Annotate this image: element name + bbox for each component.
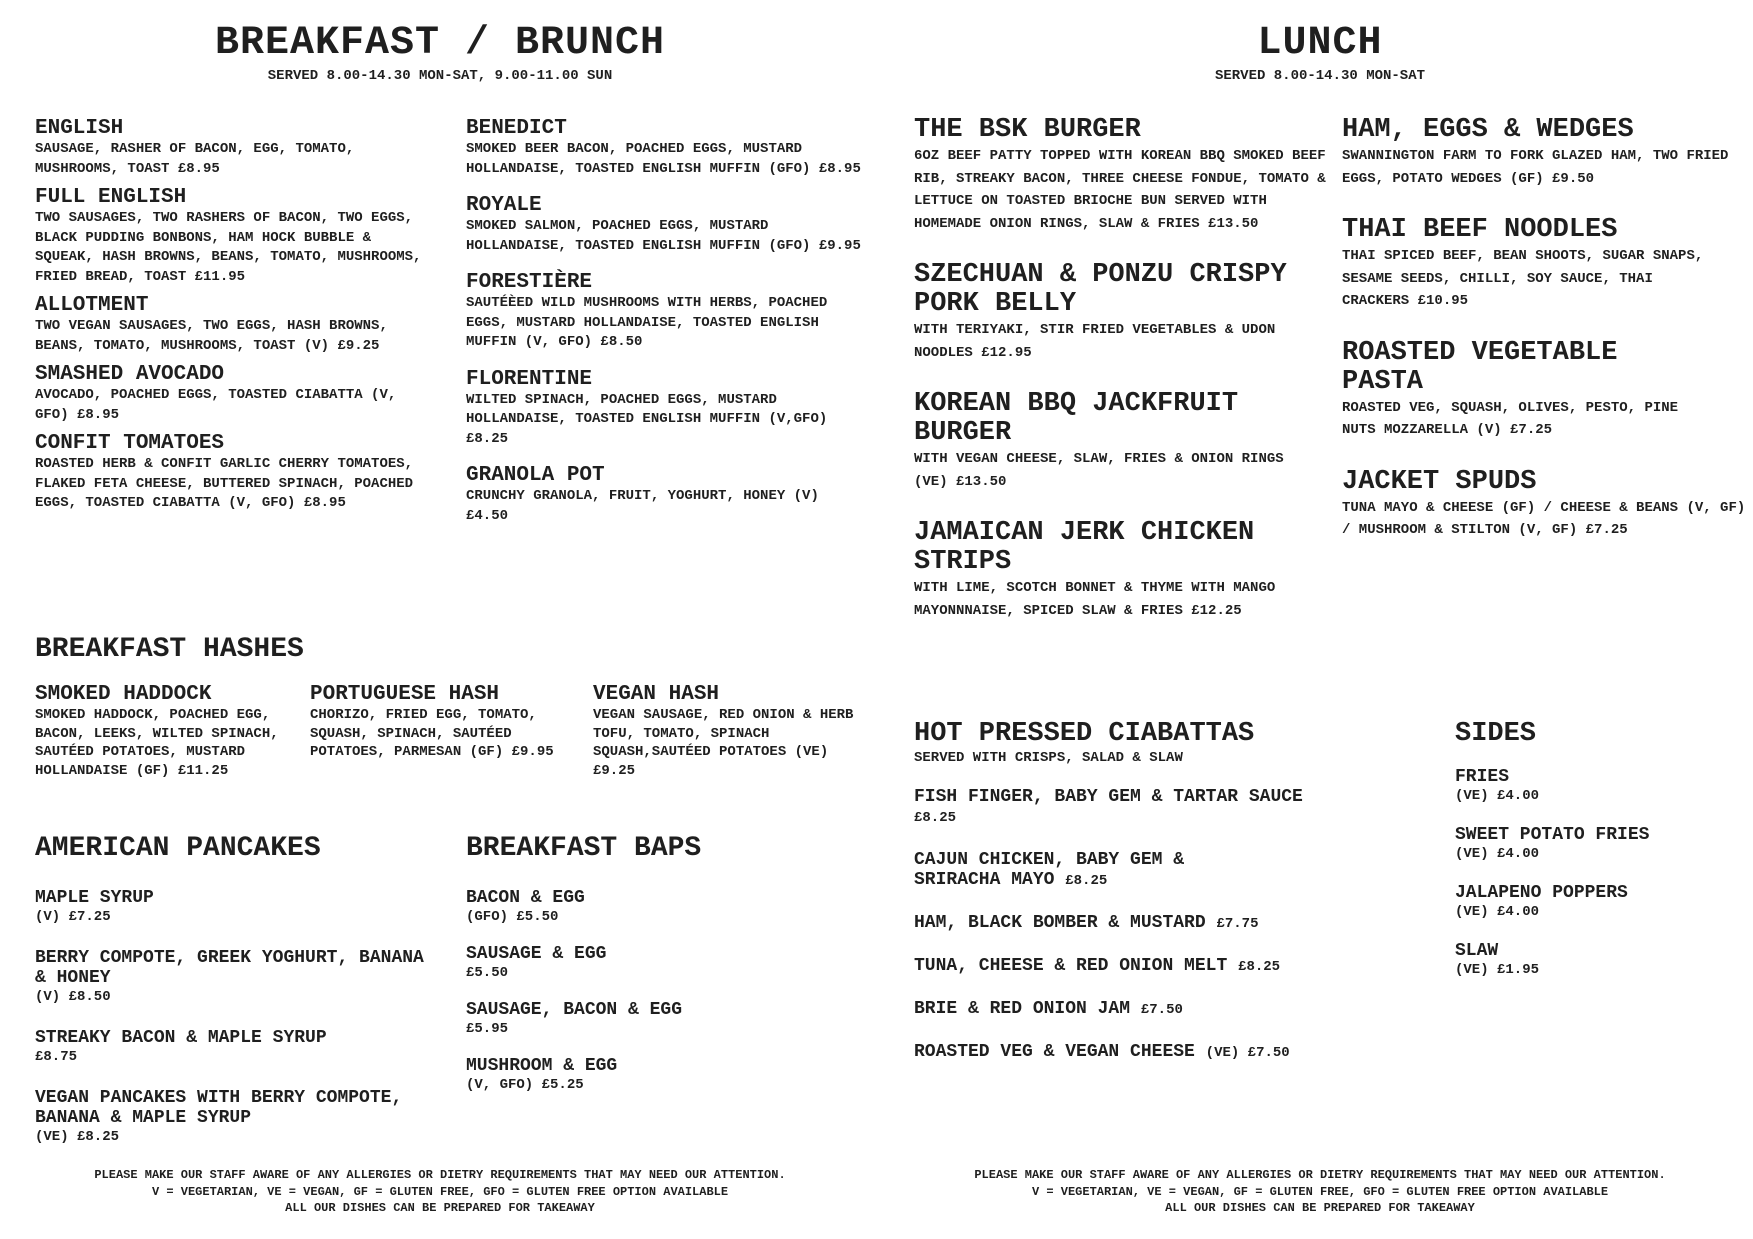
- breakfast-column-2: [466, 118, 866, 534]
- item-description: CRUNCHY GRANOLA, FRUIT, YOGHURT, HONEY (V) £4.50: [466, 488, 819, 524]
- item-description: SMOKED BEER BACON, POACHED EGGS, MUSTARD HOLLANDAISE, TOASTED ENGLISH MUFFIN (GFO) £8.95: [466, 141, 861, 177]
- dietary-key: V = VEGETARIAN, VE = VEGAN, GF = GLUTEN FREE, GFO = GLUTEN FREE OPTION AVAILABLE: [1031, 1184, 1609, 1199]
- item-name: FLORENTINE: [466, 367, 593, 391]
- menu-item: [466, 1000, 866, 1038]
- breakfast-title: BREAKFAST / BRUNCH: [214, 21, 666, 66]
- item-price: £8.25: [914, 810, 957, 826]
- item-name: JAMAICAN JERK CHICKEN STRIPS: [914, 518, 1255, 577]
- item-name: SLAW: [1455, 941, 1499, 961]
- item-name: FORESTIÈRE: [466, 271, 593, 294]
- item-name: BACON & EGG: [466, 888, 585, 908]
- item-description: CHORIZO, FRIED EGG, TOMATO, SQUASH, SPINACH, SAUTÉED POTATOES, PARMESAN (GF) £9.95: [310, 707, 554, 760]
- lunch-served-hours: SERVED 8.00-14.30 MON-SAT: [1214, 68, 1426, 84]
- item-name: SAUSAGE & EGG: [466, 944, 607, 964]
- section-sides: [1455, 720, 1745, 979]
- lunch-column-1: [914, 116, 1334, 622]
- menu-item: [914, 390, 1294, 493]
- item-name: SWEET POTATO FRIES: [1455, 825, 1650, 845]
- menu-item: [914, 787, 1324, 828]
- section-title: AMERICAN PANCAKES: [35, 833, 321, 864]
- item-name: SAUSAGE, BACON & EGG: [466, 1000, 683, 1020]
- item-price: (VE) £4.00: [1455, 788, 1540, 804]
- item-description: SMOKED HADDOCK, POACHED EGG, BACON, LEEKS, WILTED SPINACH, SAUTÉED POTATOES, MUSTARD HOLLANDAISE (GF) £11.25: [35, 707, 279, 779]
- item-name: SZECHUAN & PONZU CRISPY PORK BELLY: [914, 260, 1287, 319]
- item-price: £7.75: [1216, 916, 1259, 932]
- item-name: FISH FINGER, BABY GEM & TARTAR SAUCE: [914, 787, 1303, 807]
- menu-item: [35, 118, 435, 179]
- menu-item: [1455, 825, 1745, 863]
- item-name: VEGAN HASH: [593, 683, 720, 706]
- menu-item: [1342, 216, 1722, 313]
- menu-item: [35, 364, 435, 425]
- section-title: SIDES: [1455, 719, 1537, 749]
- menu-item: [1342, 339, 1702, 442]
- menu-item: [35, 948, 435, 1006]
- item-name: JALAPENO POPPERS: [1455, 883, 1628, 903]
- allergy-notice: PLEASE MAKE OUR STAFF AWARE OF ANY ALLERGIES OR DIETRY REQUIREMENTS THAT MAY NEED OUR ATTENTION.: [94, 1168, 786, 1182]
- item-name: ROYALE: [466, 194, 542, 217]
- menu-item: [1455, 883, 1745, 921]
- menu-item: [914, 261, 1294, 364]
- breakfast-column-1: [35, 118, 435, 522]
- item-name: ALLOTMENT: [35, 294, 149, 317]
- menu-item: [466, 465, 866, 526]
- menu-item: [1455, 767, 1745, 805]
- item-price: (GFO) £5.50: [466, 909, 559, 925]
- menu-item: [914, 956, 1374, 977]
- takeaway-notice: ALL OUR DISHES CAN BE PREPARED FOR TAKEAWAY: [1165, 1201, 1475, 1215]
- menu-item: [914, 519, 1299, 622]
- item-name: ROASTED VEGETABLE PASTA: [1342, 337, 1618, 397]
- item-name: VEGAN PANCAKES WITH BERRY COMPOTE, BANANA & MAPLE SYRUP: [35, 1088, 403, 1128]
- item-description: SMOKED SALMON, POACHED EGGS, MUSTARD HOLLANDAISE, TOASTED ENGLISH MUFFIN (GFO) £9.95: [466, 218, 861, 254]
- item-name: BRIE & RED ONION JAM: [914, 999, 1131, 1019]
- item-description: WILTED SPINACH, POACHED EGGS, MUSTARD HOLLANDAISE, TOASTED ENGLISH MUFFIN (V,GFO) £8.25: [466, 391, 828, 447]
- item-name: THAI BEEF NOODLES: [1342, 215, 1618, 245]
- item-description: TWO VEGAN SAUSAGES, TWO EGGS, HASH BROWNS, BEANS, TOMATO, MUSHROOMS, TOAST (V) £9.25: [35, 318, 388, 354]
- item-name: KOREAN BBQ JACKFRUIT BURGER: [914, 389, 1239, 448]
- allergy-notice: PLEASE MAKE OUR STAFF AWARE OF ANY ALLERGIES OR DIETRY REQUIREMENTS THAT MAY NEED OUR ATTENTION.: [974, 1168, 1666, 1182]
- item-description: ROASTED VEG, SQUASH, OLIVES, PESTO, PINE NUTS MOZZARELLA (V) £7.25: [1342, 399, 1679, 438]
- menu-item: [35, 295, 435, 356]
- item-name: FULL ENGLISH: [35, 186, 187, 209]
- item-name: TUNA, CHEESE & RED ONION MELT: [914, 956, 1228, 976]
- menu-item: [35, 187, 435, 287]
- item-price: £5.50: [466, 965, 509, 981]
- item-price: £8.25: [1238, 959, 1281, 975]
- item-price: £8.25: [1065, 873, 1108, 889]
- item-name: BENEDICT: [466, 117, 567, 140]
- menu-item: [466, 888, 866, 926]
- menu-item: [1342, 468, 1752, 542]
- item-description: WITH LIME, SCOTCH BONNET & THYME WITH MANGO MAYONNNAISE, SPICED SLAW & FRIES £12.25: [914, 580, 1276, 619]
- section-subtitle: SERVED WITH CRISPS, SALAD & SLAW: [914, 750, 1183, 766]
- menu-item: [914, 999, 1374, 1020]
- item-price: (V) £7.25: [35, 909, 111, 925]
- item-name: FRIES: [1455, 767, 1510, 787]
- item-name: ENGLISH: [35, 117, 124, 140]
- item-name: HAM, EGGS & WEDGES: [1342, 115, 1634, 145]
- menu-item: [466, 1056, 866, 1094]
- section-title-breakfast-hashes: BREAKFAST HASHES: [35, 634, 304, 665]
- item-name: HAM, BLACK BOMBER & MUSTARD: [914, 913, 1206, 933]
- item-price: (V) £8.50: [35, 989, 111, 1005]
- menu-item: [466, 118, 866, 179]
- lunch-title: LUNCH: [1257, 21, 1383, 66]
- item-price: (VE) £8.25: [35, 1129, 120, 1145]
- menu-item: [35, 433, 435, 514]
- item-price: (VE) £1.95: [1455, 962, 1540, 978]
- takeaway-notice: ALL OUR DISHES CAN BE PREPARED FOR TAKEAWAY: [285, 1201, 595, 1215]
- item-name: CAJUN CHICKEN, BABY GEM & SRIRACHA MAYO: [914, 850, 1185, 890]
- menu-item: [466, 369, 866, 450]
- breakfast-served-hours: SERVED 8.00-14.30 MON-SAT, 9.00-11.00 SUN: [267, 68, 613, 84]
- item-description: VEGAN SAUSAGE, RED ONION & HERB TOFU, TOMATO, SPINACH SQUASH,SAUTÉED POTATOES (VE) £9.25: [593, 707, 854, 779]
- menu-item: [35, 1088, 435, 1146]
- menu-item: [593, 684, 861, 780]
- section-title: BREAKFAST BAPS: [466, 833, 702, 864]
- item-description: SWANNINGTON FARM TO FORK GLAZED HAM, TWO FRIED EGGS, POTATO WEDGES (GF) £9.50: [1342, 148, 1729, 187]
- item-name: CONFIT TOMATOES: [35, 432, 225, 455]
- item-price: £7.50: [1140, 1002, 1183, 1018]
- item-name: BERRY COMPOTE, GREEK YOGHURT, BANANA & HONEY: [35, 948, 424, 988]
- item-price: (VE) £7.50: [1205, 1045, 1290, 1061]
- item-description: AVOCADO, POACHED EGGS, TOASTED CIABATTA (V, GFO) £8.95: [35, 387, 397, 423]
- item-name: PORTUGUESE HASH: [310, 683, 500, 706]
- menu-item: [310, 684, 582, 762]
- item-name: SMASHED AVOCADO: [35, 363, 225, 386]
- item-name: THE BSK BURGER: [914, 115, 1141, 145]
- menu-item: [35, 684, 300, 780]
- item-description: ROASTED HERB & CONFIT GARLIC CHERRY TOMATOES, FLAKED FETA CHEESE, BUTTERED SPINACH, POACHED EGGS, TOASTED CIABATTA (V, GFO) £8.95: [35, 456, 414, 511]
- item-price: £5.95: [466, 1021, 509, 1037]
- item-name: GRANOLA POT: [466, 464, 605, 487]
- menu-item: [914, 1042, 1374, 1063]
- menu-item: [914, 913, 1374, 934]
- item-description: SAUTÉÈED WILD MUSHROOMS WITH HERBS, POACHED EGGS, MUSTARD HOLLANDAISE, TOASTED ENGLISH MUFFIN (V, GFO) £8.50: [466, 295, 828, 350]
- menu-item: [1342, 116, 1752, 190]
- item-description: TWO SAUSAGES, TWO RASHERS OF BACON, TWO EGGS, BLACK PUDDING BONBONS, HAM HOCK BUBBLE & SQUEAK, HASH BROWNS, BEANS, TOMATO, MUSHROOMS, FRIED BREAD, TOAST £11.95: [35, 210, 422, 285]
- item-description: WITH VEGAN CHEESE, SLAW, FRIES & ONION RINGS (VE) £13.50: [914, 451, 1284, 490]
- section-breakfast-baps: [466, 834, 866, 1094]
- item-description: 6OZ BEEF PATTY TOPPED WITH KOREAN BBQ SMOKED BEEF RIB, STREAKY BACON, THREE CHEESE FONDUE, TOMATO & LETTUCE ON TOASTED BRIOCHE BUN SERVED WITH HOMEMADE ONION RINGS, SLAW & FRIES £13.50: [914, 148, 1326, 232]
- section-american-pancakes: [35, 834, 435, 1146]
- lunch-footer: [880, 1167, 1753, 1217]
- dietary-key: V = VEGETARIAN, VE = VEGAN, GF = GLUTEN FREE, GFO = GLUTEN FREE OPTION AVAILABLE: [151, 1184, 729, 1199]
- menu-item: [35, 888, 435, 926]
- item-price: (VE) £4.00: [1455, 846, 1540, 862]
- section-title: HOT PRESSED CIABATTAS: [914, 719, 1255, 749]
- section-hot-pressed-ciabattas: [914, 720, 1374, 1063]
- item-name: MAPLE SYRUP: [35, 888, 154, 908]
- menu-item: [466, 195, 866, 256]
- menu-item: [914, 116, 1334, 235]
- item-description: THAI SPICED BEEF, BEAN SHOOTS, SUGAR SNAPS, SESAME SEEDS, CHILLI, SOY SAUCE, THAI CRACKERS £10.95: [1342, 248, 1704, 309]
- item-name: SMOKED HADDOCK: [35, 683, 212, 706]
- item-name: STREAKY BACON & MAPLE SYRUP: [35, 1028, 327, 1048]
- item-name: ROASTED VEG & VEGAN CHEESE: [914, 1042, 1195, 1062]
- item-price: (V, GFO) £5.25: [466, 1077, 584, 1093]
- item-description: WITH TERIYAKI, STIR FRIED VEGETABLES & UDON NOODLES £12.95: [914, 322, 1276, 361]
- item-price: (VE) £4.00: [1455, 904, 1540, 920]
- menu-item: [914, 850, 1264, 891]
- item-name: JACKET SPUDS: [1342, 466, 1537, 497]
- item-description: TUNA MAYO & CHEESE (GF) / CHEESE & BEANS (V, GF) / MUSHROOM & STILTON (V, GF) £7.25: [1342, 499, 1746, 538]
- menu-item: [35, 1028, 435, 1066]
- item-name: MUSHROOM & EGG: [466, 1056, 618, 1076]
- item-description: SAUSAGE, RASHER OF BACON, EGG, TOMATO, MUSHROOMS, TOAST £8.95: [35, 141, 355, 177]
- menu-item: [1455, 941, 1745, 979]
- menu-item: [466, 272, 866, 353]
- breakfast-footer: [0, 1167, 880, 1217]
- lunch-column-2: [1342, 116, 1752, 542]
- menu-item: [466, 944, 866, 982]
- item-price: £8.75: [35, 1049, 78, 1065]
